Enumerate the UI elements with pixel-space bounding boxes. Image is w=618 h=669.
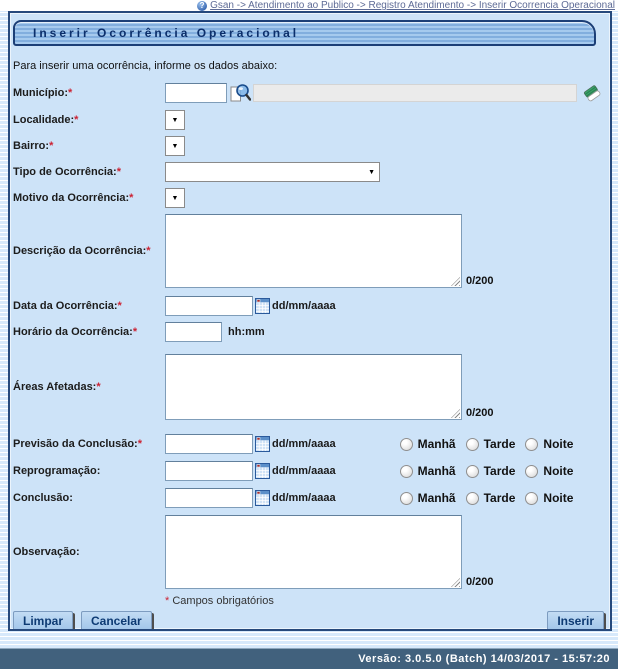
conclusao-row: [13, 488, 610, 508]
municipio-input[interactable]: [165, 83, 227, 103]
page-title: Inserir Ocorrência Operacional: [13, 20, 596, 46]
eraser-icon[interactable]: [582, 82, 602, 104]
button-row: [13, 611, 604, 631]
help-icon[interactable]: ?: [197, 1, 207, 11]
horario-label: Horário da Ocorrência:*: [13, 325, 138, 338]
calendar-icon[interactable]: [255, 298, 270, 314]
areas-afetadas-textarea[interactable]: [165, 354, 462, 420]
data-ocorrencia-row: [13, 296, 610, 316]
observacao-textarea[interactable]: [165, 515, 462, 589]
reprogramacao-format-hint: dd/mm/aaaa: [272, 465, 336, 477]
data-ocorrencia-label: Data da Ocorrência:*: [13, 299, 122, 312]
required-fields-note: * Campos obrigatórios: [165, 595, 274, 607]
chevron-down-icon: ▼: [368, 168, 375, 176]
horario-input[interactable]: [165, 322, 222, 342]
conclusao-label: Conclusão:: [13, 491, 73, 504]
previsao-row: [13, 434, 610, 454]
municipio-label: Município:*: [13, 86, 73, 99]
bairro-select[interactable]: [165, 136, 185, 156]
observacao-counter: 0/200: [466, 576, 494, 588]
observacao-row: [13, 515, 610, 589]
footer-bar: [0, 648, 618, 669]
limpar-button[interactable]: Limpar: [13, 611, 73, 631]
horario-row: [13, 322, 610, 342]
areas-afetadas-label: Áreas Afetadas:*: [13, 380, 101, 393]
calendar-icon[interactable]: [255, 490, 270, 506]
chevron-down-icon: ▼: [171, 194, 179, 202]
previsao-format-hint: dd/mm/aaaa: [272, 438, 336, 450]
tarde-label: Tarde: [483, 437, 516, 451]
inserir-button[interactable]: Inserir: [547, 611, 604, 631]
previsao-label: Previsão da Conclusão:*: [13, 437, 142, 450]
chevron-down-icon: ▼: [171, 142, 179, 150]
bairro-row: [13, 136, 610, 156]
municipio-name-field: [253, 84, 577, 102]
reprogramacao-tarde-radio[interactable]: [466, 465, 479, 478]
descricao-label: Descrição da Ocorrência:*: [13, 244, 151, 257]
conclusao-tarde-radio[interactable]: [466, 492, 479, 505]
main-panel: [8, 11, 612, 631]
conclusao-manha-radio[interactable]: [400, 492, 413, 505]
tarde-label: Tarde: [483, 491, 516, 505]
localidade-select[interactable]: [165, 110, 185, 130]
noite-label: Noite: [543, 437, 574, 451]
motivo-ocorrencia-label: Motivo da Ocorrência:*: [13, 191, 134, 204]
intro-text: Para inserir uma ocorrência, informe os dados abaixo:: [13, 60, 278, 72]
previsao-period-group: [400, 437, 574, 451]
chevron-down-icon: ▼: [171, 116, 179, 124]
breadcrumb[interactable]: Gsan -> Atendimento ao Publico -> Registro Atendimento -> Inserir Ocorrencia Operacional: [210, 0, 615, 11]
localidade-row: [13, 110, 610, 130]
areas-afetadas-row: [13, 354, 610, 420]
data-ocorrencia-input[interactable]: [165, 296, 253, 316]
reprogramacao-period-group: [400, 464, 574, 478]
previsao-tarde-radio[interactable]: [466, 438, 479, 451]
breadcrumb-bar: [0, 0, 618, 11]
reprogramacao-input[interactable]: [165, 461, 253, 481]
conclusao-input[interactable]: [165, 488, 253, 508]
noite-label: Noite: [543, 464, 574, 478]
calendar-icon[interactable]: [255, 436, 270, 452]
descricao-textarea[interactable]: [165, 214, 462, 288]
cancelar-button[interactable]: Cancelar: [81, 611, 152, 631]
reprogramacao-manha-radio[interactable]: [400, 465, 413, 478]
tipo-ocorrencia-select[interactable]: [165, 162, 380, 182]
conclusao-period-group: [400, 491, 574, 505]
manha-label: Manhã: [417, 491, 456, 505]
municipio-row: [13, 82, 610, 104]
manha-label: Manhã: [417, 464, 456, 478]
reprogramacao-label: Reprogramação:: [13, 464, 101, 477]
conclusao-format-hint: dd/mm/aaaa: [272, 492, 336, 504]
noite-label: Noite: [543, 491, 574, 505]
previsao-noite-radio[interactable]: [525, 438, 538, 451]
tipo-ocorrencia-row: [13, 162, 610, 182]
areas-counter: 0/200: [466, 407, 494, 419]
tipo-ocorrencia-label: Tipo de Ocorrência:*: [13, 165, 121, 178]
previsao-manha-radio[interactable]: [400, 438, 413, 451]
motivo-ocorrencia-row: [13, 188, 610, 208]
version-text: Versão: 3.0.5.0 (Batch) 14/03/2017 - 15:57:20: [358, 653, 610, 665]
localidade-label: Localidade:*: [13, 113, 79, 126]
calendar-icon[interactable]: [255, 463, 270, 479]
search-icon[interactable]: [229, 83, 251, 103]
horario-format-hint: hh:mm: [228, 326, 265, 338]
manha-label: Manhã: [417, 437, 456, 451]
observacao-label: Observação:: [13, 545, 80, 558]
reprogramacao-row: [13, 461, 610, 481]
descricao-counter: 0/200: [466, 275, 494, 287]
conclusao-noite-radio[interactable]: [525, 492, 538, 505]
previsao-input[interactable]: [165, 434, 253, 454]
data-format-hint: dd/mm/aaaa: [272, 300, 336, 312]
descricao-row: [13, 214, 610, 288]
reprogramacao-noite-radio[interactable]: [525, 465, 538, 478]
motivo-ocorrencia-select[interactable]: [165, 188, 185, 208]
bairro-label: Bairro:*: [13, 139, 54, 152]
tarde-label: Tarde: [483, 464, 516, 478]
